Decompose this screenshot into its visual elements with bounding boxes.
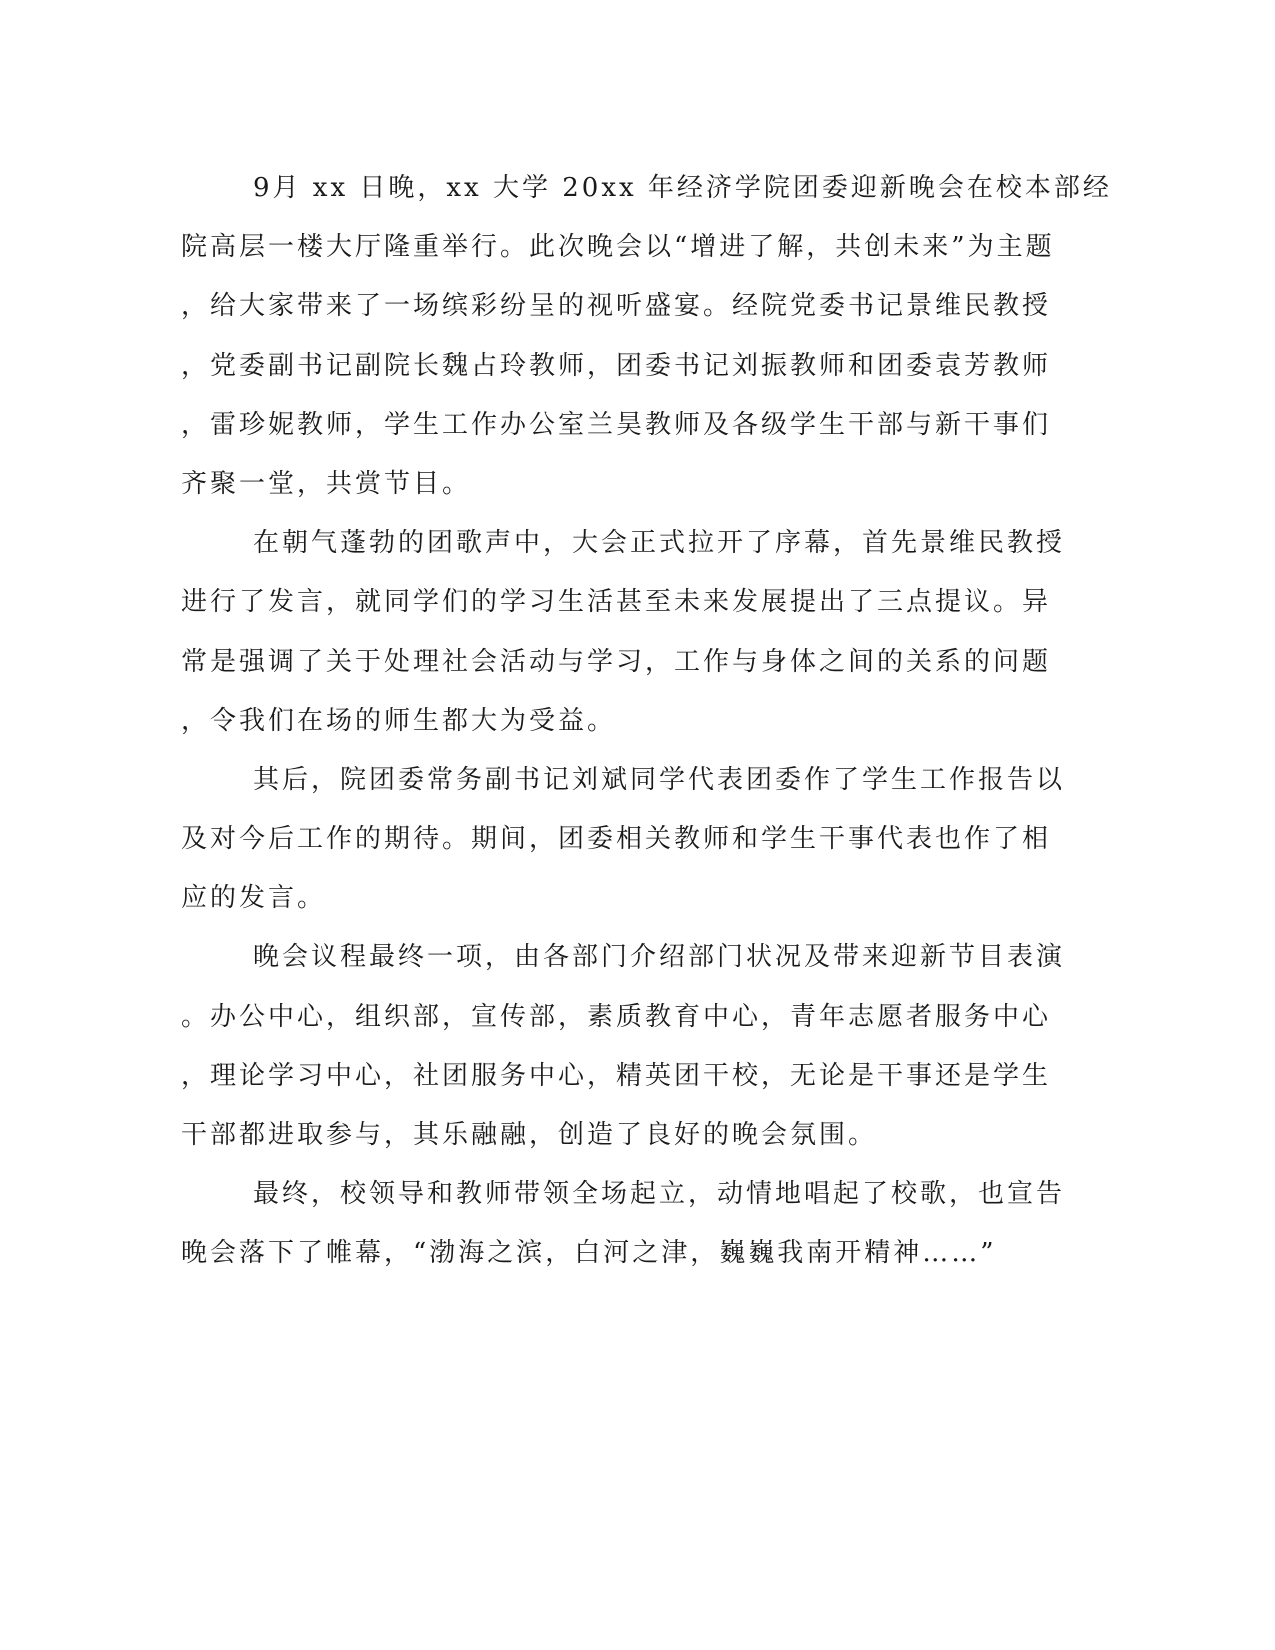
text-line: 常是强调了关于处理社会活动与学习，工作与身体之间的关系的问题 bbox=[181, 646, 1052, 677]
text-line: ，令我们在场的师生都大为受益。 bbox=[181, 705, 617, 736]
paragraph-4 bbox=[181, 928, 1066, 1165]
text-line: ，雷珍妮教师，学生工作办公室兰昊教师及各级学生干部与新干事们 bbox=[181, 409, 1052, 440]
text-line: 在朝气蓬勃的团歌声中，大会正式拉开了序幕，首先景维民教授 bbox=[253, 528, 1066, 559]
text-line: ，理论学习中心，社团服务中心，精英团干校，无论是干事还是学生 bbox=[181, 1060, 1052, 1091]
paragraph-3 bbox=[181, 751, 1066, 929]
text-line: ，给大家带来了一场缤彩纷呈的视听盛宴。经院党委书记景维民教授 bbox=[181, 291, 1052, 322]
paragraph-5 bbox=[181, 1165, 1066, 1283]
text-line: 晚会议程最终一项，由各部门介绍部门状况及带来迎新节目表演 bbox=[253, 942, 1066, 973]
text-line: 其后，院团委常务副书记刘斌同学代表团委作了学生工作报告以 bbox=[253, 764, 1066, 795]
text-line: 院高层一楼大厅隆重举行。此次晚会以“增进了解，共创未来”为主题 bbox=[181, 232, 1055, 263]
text-line: 。办公中心，组织部，宣传部，素质教育中心，青年志愿者服务中心 bbox=[181, 1001, 1052, 1032]
text-line: 进行了发言，就同学们的学习生活甚至未来发展提出了三点提议。异 bbox=[181, 587, 1052, 618]
text-line: ，党委副书记副院长魏占玲教师，团委书记刘振教师和团委袁芳教师 bbox=[181, 350, 1052, 381]
text-line: 晚会落下了帷幕，“渤海之滨，白河之津，巍巍我南开精神……” bbox=[181, 1238, 997, 1269]
text-line: 齐聚一堂，共赏节目。 bbox=[181, 468, 472, 499]
text-line: 9月 xx 日晚，xx 大学 20xx 年经济学院团委迎新晚会在校本部经 bbox=[253, 173, 1112, 203]
paragraph-2 bbox=[181, 514, 1066, 751]
document-body bbox=[181, 159, 1112, 1284]
paragraph-1 bbox=[181, 159, 1112, 514]
text-line: 最终，校领导和教师带领全场起立，动情地唱起了校歌，也宣告 bbox=[253, 1179, 1066, 1210]
text-line: 及对今后工作的期待。期间，团委相关教师和学生干事代表也作了相 bbox=[181, 824, 1052, 855]
text-line: 应的发言。 bbox=[181, 883, 327, 914]
text-line: 干部都进取参与，其乐融融，创造了良好的晚会氛围。 bbox=[181, 1120, 878, 1150]
